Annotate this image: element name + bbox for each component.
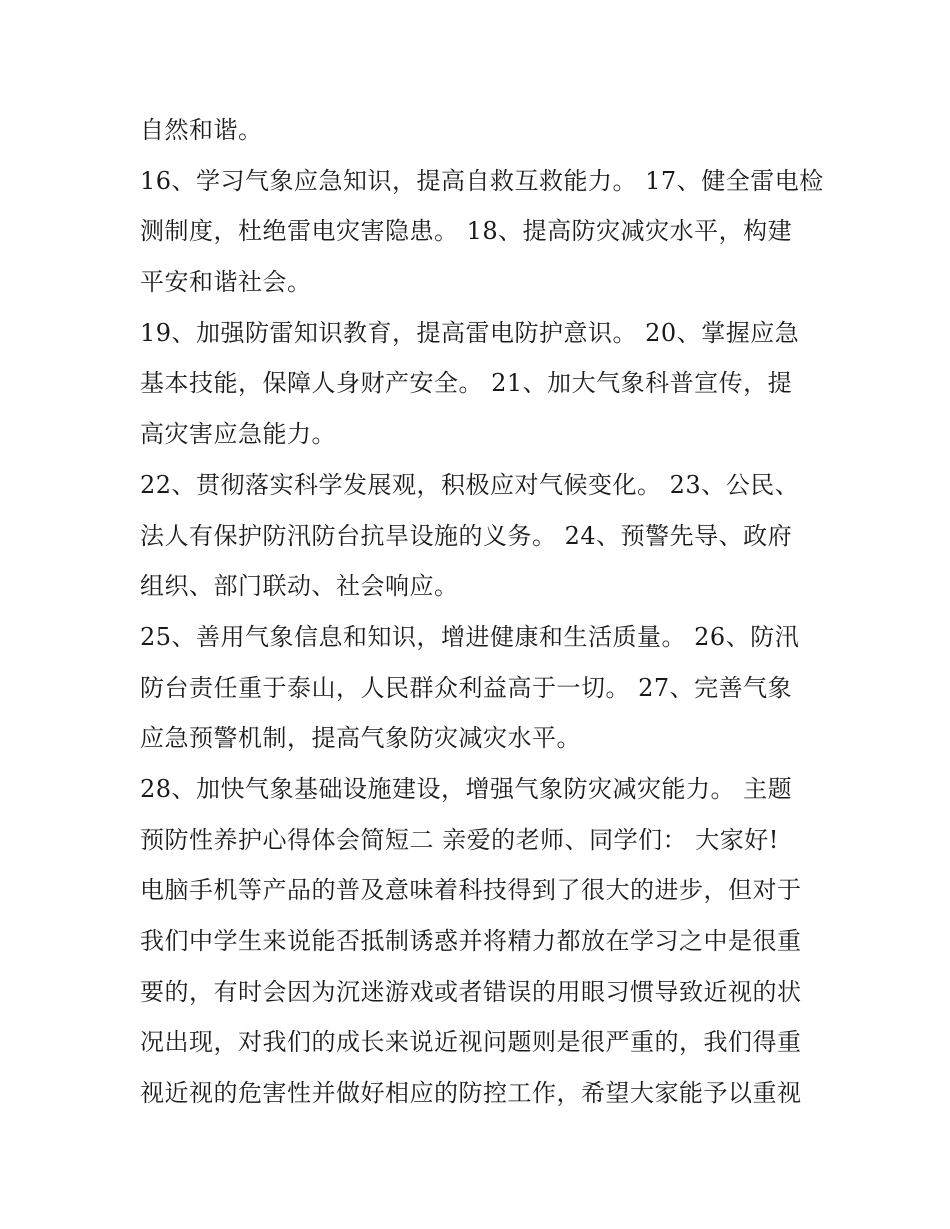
text-line: 况出现，对我们的成长来说近视问题则是很严重的，我们得重: [140, 1028, 802, 1057]
text-line: 测制度，杜绝雷电灾害隐患。 18、提高防灾减灾水平，构建: [140, 217, 793, 246]
text-line: 基本技能，保障人身财产安全。 21、加大气象科普宣传，提: [140, 369, 793, 398]
text-line: 高灾害应急能力。: [140, 420, 336, 449]
text-line: 视近视的危害性并做好相应的防控工作，希望大家能予以重视: [140, 1079, 802, 1108]
text-line: 22、贯彻落实科学发展观，积极应对气候变化。 23、公民、: [140, 470, 800, 499]
text-line: 电脑手机等产品的普及意味着科技得到了很大的进步，但对于: [140, 876, 802, 905]
text-line: 要的，有时会因为沉迷游戏或者错误的用眼习惯导致近视的状: [140, 977, 802, 1006]
text-line: 16、学习气象应急知识，提高自救互救能力。 17、健全雷电检: [140, 166, 824, 195]
text-line: 法人有保护防汛防台抗旱设施的义务。 24、预警先导、政府: [140, 521, 793, 550]
text-line: 28、加快气象基础设施建设，增强气象防灾减灾能力。 主题: [140, 774, 793, 803]
text-line: 25、善用气象信息和知识，增进健康和生活质量。 26、防汛: [140, 622, 800, 651]
text-line: 组织、部门联动、社会响应。: [140, 572, 459, 601]
text-line: 预防性养护心得体会简短二 亲爱的老师、同学们： 大家好!: [140, 825, 779, 854]
text-line: 19、加强防雷知识教育，提高雷电防护意识。 20、掌握应急: [140, 318, 800, 347]
text-line: 我们中学生来说能否抵制诱惑并将精力都放在学习之中是很重: [140, 927, 802, 955]
text-line: 自然和谐。: [140, 116, 263, 144]
text-line: 平安和谐社会。: [140, 268, 312, 297]
document-text: [140, 105, 824, 1119]
text-line: 防台责任重于泰山，人民群众利益高于一切。 27、完善气象: [140, 673, 793, 702]
text-line: 应急预警机制，提高气象防灾减灾水平。: [140, 724, 581, 753]
